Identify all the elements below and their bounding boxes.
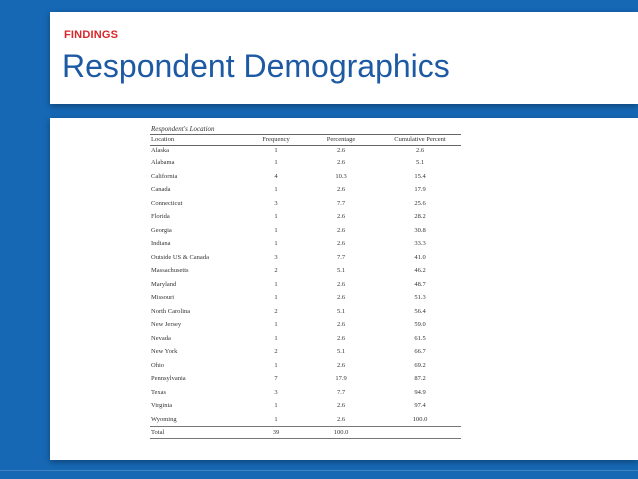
cell-location: New York (151, 348, 178, 355)
cell-cumulative-percent: 15.4 (414, 172, 426, 180)
cell-cumulative-percent: 59.0 (414, 321, 426, 328)
cell-cumulative-percent: 46.2 (414, 267, 426, 274)
cell-percentage: 2.6 (336, 334, 346, 342)
cell-location: Florida (151, 213, 170, 220)
cell-location: Pennsylvania (151, 375, 186, 382)
cell-percentage: 2.6 (336, 240, 346, 247)
cell-percentage: 2.6 (336, 294, 346, 301)
table-row (150, 264, 461, 278)
total-label: Total (150, 427, 249, 439)
cell-percentage: 5.1 (336, 307, 346, 315)
cell-frequency: 1 (274, 159, 278, 166)
cell-location: Texas (151, 388, 167, 396)
cell-frequency: 1 (274, 213, 278, 220)
total-frequency: 39 (249, 427, 303, 439)
cell-percentage: 2.6 (336, 321, 346, 328)
table-caption: Respondent's Location (151, 125, 215, 133)
total-cumulative-percent (379, 427, 461, 439)
cell-percentage: 2.6 (336, 402, 346, 409)
cell-percentage: 7.7 (336, 253, 346, 261)
cell-percentage: 5.1 (336, 348, 346, 355)
header-percentage: Percentage (303, 135, 379, 146)
table-row (150, 170, 461, 184)
cell-cumulative-percent: 17.9 (414, 186, 426, 193)
background-stripe (0, 470, 638, 471)
cell-location: North Carolina (151, 307, 191, 315)
cell-location: Connecticut (151, 199, 183, 207)
cell-frequency: 2 (274, 348, 278, 355)
table-row (150, 146, 461, 157)
cell-percentage: 2.6 (336, 186, 346, 193)
table-row (150, 156, 461, 170)
cell-location: Alabama (151, 159, 175, 166)
cell-cumulative-percent: 61.5 (414, 334, 426, 342)
cell-cumulative-percent: 28.2 (414, 213, 426, 220)
cell-cumulative-percent: 69.2 (414, 361, 426, 369)
table-row (150, 224, 461, 238)
table-row (150, 237, 461, 251)
cell-location: Canada (151, 186, 171, 193)
cell-percentage: 2.6 (336, 226, 346, 234)
cell-frequency: 3 (274, 388, 278, 396)
cell-frequency: 7 (274, 375, 278, 382)
table-row (150, 305, 461, 319)
cell-percentage: 2.6 (336, 159, 346, 166)
location-table (150, 134, 461, 439)
cell-cumulative-percent: 51.3 (414, 294, 426, 301)
cell-location: Outside US & Canada (151, 253, 209, 261)
cell-cumulative-percent: 5.1 (415, 159, 425, 166)
table-row (150, 345, 461, 359)
cell-frequency: 1 (274, 402, 278, 409)
section-kicker: FINDINGS (64, 29, 119, 41)
table-row (150, 251, 461, 265)
cell-frequency: 1 (274, 280, 278, 288)
table-row (150, 399, 461, 413)
table-row (150, 372, 461, 386)
table-row (150, 210, 461, 224)
cell-percentage: 5.1 (336, 267, 346, 274)
table-row (150, 359, 461, 373)
cell-frequency: 1 (274, 334, 278, 342)
cell-frequency: 1 (274, 294, 278, 301)
cell-cumulative-percent: 2.6 (415, 147, 425, 154)
cell-location: Indiana (151, 240, 171, 247)
table-total-row (150, 427, 461, 439)
cell-percentage: 2.6 (336, 415, 346, 423)
cell-frequency: 2 (274, 307, 278, 315)
cell-cumulative-percent: 97.4 (414, 402, 426, 409)
table-header-row (150, 135, 461, 146)
cell-percentage: 2.6 (336, 361, 346, 369)
cell-frequency: 3 (274, 253, 278, 261)
cell-cumulative-percent: 25.6 (414, 199, 426, 207)
cell-frequency: 1 (274, 361, 278, 369)
cell-cumulative-percent: 33.3 (414, 240, 426, 247)
content-panel (50, 118, 638, 460)
cell-percentage: 7.7 (336, 388, 346, 396)
table-row (150, 278, 461, 292)
cell-location: Alaska (151, 147, 170, 154)
table-row (150, 291, 461, 305)
cell-location: Maryland (151, 280, 177, 288)
cell-frequency: 2 (274, 267, 278, 274)
cell-location: Nevada (151, 334, 171, 342)
cell-cumulative-percent: 87.2 (414, 375, 426, 382)
cell-location: New Jersey (151, 321, 182, 328)
table-row (150, 183, 461, 197)
cell-frequency: 3 (274, 199, 278, 207)
cell-percentage: 2.6 (336, 147, 346, 154)
header-frequency: Frequency (249, 135, 303, 146)
cell-frequency: 1 (274, 147, 278, 154)
cell-frequency: 1 (274, 415, 278, 423)
table-body (150, 146, 461, 427)
cell-frequency: 1 (274, 240, 278, 247)
cell-frequency: 4 (274, 172, 278, 180)
header-location: Location (150, 135, 249, 146)
cell-percentage: 2.6 (336, 213, 346, 220)
table-row (150, 318, 461, 332)
cell-location: Wyoming (151, 415, 177, 423)
header-cumulative-percent: Cumulative Percent (379, 135, 461, 146)
total-percentage: 100.0 (303, 427, 379, 439)
cell-cumulative-percent: 30.8 (414, 226, 426, 234)
location-table-figure (150, 125, 460, 439)
cell-location: Ohio (151, 361, 164, 369)
cell-cumulative-percent: 94.9 (414, 388, 426, 396)
cell-cumulative-percent: 48.7 (414, 280, 426, 288)
cell-frequency: 1 (274, 321, 278, 328)
table-row (150, 413, 461, 427)
cell-location: California (151, 172, 178, 180)
cell-location: Virginia (151, 402, 173, 409)
cell-frequency: 1 (274, 186, 278, 193)
table-row (150, 386, 461, 400)
cell-location: Massachusetts (151, 267, 189, 274)
cell-percentage: 2.6 (336, 280, 346, 288)
title-panel (50, 12, 638, 104)
cell-cumulative-percent: 66.7 (414, 348, 426, 355)
cell-percentage: 10.3 (335, 172, 347, 180)
cell-percentage: 7.7 (336, 199, 346, 207)
slide-title: Respondent Demographics (62, 48, 450, 84)
cell-percentage: 17.9 (335, 375, 347, 382)
cell-location: Missouri (151, 294, 175, 301)
cell-cumulative-percent: 41.0 (414, 253, 426, 261)
cell-cumulative-percent: 100.0 (412, 415, 428, 423)
cell-frequency: 1 (274, 226, 278, 234)
cell-location: Georgia (151, 226, 172, 234)
cell-cumulative-percent: 56.4 (414, 307, 426, 315)
table-row (150, 197, 461, 211)
table-row (150, 332, 461, 346)
